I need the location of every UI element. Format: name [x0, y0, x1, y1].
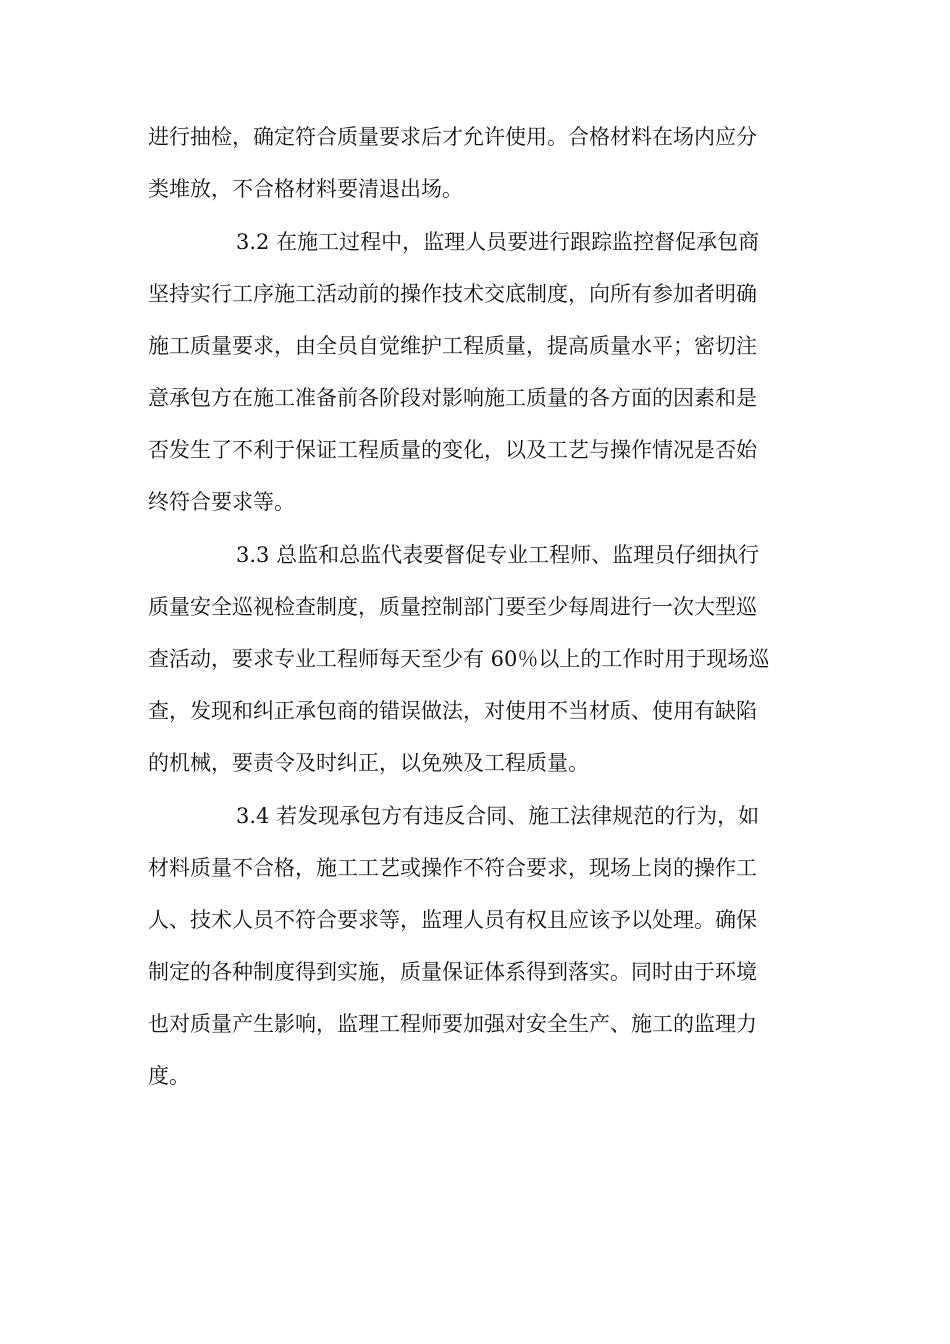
text-line: 人、技术人员不符合要求等，监理人员有权且应该予以处理。确保: [148, 908, 757, 932]
paragraph-heading-3-4: 3.4 若发现承包方有违反合同、施工法律规范的行为，如: [236, 804, 760, 828]
text-line: 进行抽检，确定符合质量要求后才允许使用。合格材料在场内应分: [148, 125, 757, 149]
text-line: 坚持实行工序施工活动前的操作技术交底制度，向所有参加者明确: [148, 282, 757, 306]
text-line: 质量安全巡视检查制度，质量控制部门要至少每周进行一次大型巡: [148, 595, 757, 619]
text-line: 施工质量要求，由全员自觉维护工程质量，提高质量水平；密切注: [148, 334, 757, 358]
text-line: 类堆放，不合格材料要清退出场。: [148, 177, 463, 201]
text-line: 否发生了不利于保证工程质量的变化，以及工艺与操作情况是否始: [148, 438, 757, 462]
text-line: 度。: [148, 1064, 190, 1088]
paragraph-heading-3-3: 3.3 总监和总监代表要督促专业工程师、监理员仔细执行: [236, 543, 760, 567]
text-line: 材料质量不合格，施工工艺或操作不符合要求，现场上岗的操作工: [148, 856, 757, 880]
text-line: 查活动，要求专业工程师每天至少有 60％以上的工作时用于现场巡: [148, 647, 770, 671]
paragraph-heading-3-2: 3.2 在施工过程中，监理人员要进行跟踪监控督促承包商: [236, 230, 760, 254]
text-line: 也对质量产生影响，监理工程师要加强对安全生产、施工的监理力: [148, 1012, 757, 1036]
text-line: 终符合要求等。: [148, 490, 295, 514]
text-line: 意承包方在施工准备前各阶段对影响施工质量的各方面的因素和是: [148, 386, 757, 410]
text-line: 制定的各种制度得到实施，质量保证体系得到落实。同时由于环境: [148, 960, 757, 984]
text-line: 查，发现和纠正承包商的错误做法，对使用不当材质、使用有缺陷: [148, 699, 757, 723]
text-line: 的机械，要责令及时纠正，以免殃及工程质量。: [148, 751, 589, 775]
